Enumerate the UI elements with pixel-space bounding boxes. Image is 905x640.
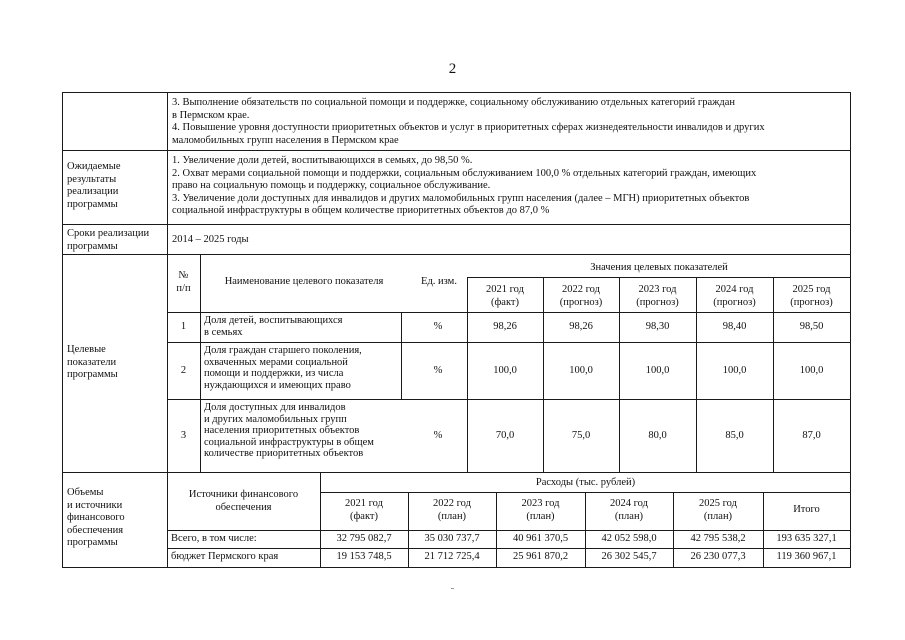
target-row-unit: % bbox=[433, 321, 443, 332]
finance-row-value: 193 635 327,1 bbox=[776, 533, 837, 544]
expected-results-text-line: социальной инфраструктуры в общем количестве приоритетных объектов до 87,0 % bbox=[172, 205, 550, 216]
target-row-name-line: охваченных мерами социальной bbox=[204, 356, 348, 368]
target-row-unit: % bbox=[433, 429, 443, 441]
table-bottom bbox=[62, 567, 851, 568]
target-row-value: 98,30 bbox=[645, 321, 670, 332]
target-row-value: 98,26 bbox=[493, 321, 517, 332]
target-values-title: Значения целевых показателей bbox=[590, 262, 728, 273]
table-top bbox=[62, 92, 851, 93]
finance-title: Расходы (тыс. рублей) bbox=[535, 477, 636, 488]
target-num-header: № bbox=[178, 270, 189, 281]
finance-year-header: 2022 год bbox=[433, 498, 471, 509]
target-year-header: (прогноз) bbox=[713, 296, 756, 308]
target-row-value: 98,50 bbox=[799, 321, 824, 332]
finance-row-source: бюджет Пермского края bbox=[171, 551, 279, 562]
terms-label: программы bbox=[67, 240, 118, 252]
target-row-rule bbox=[167, 342, 851, 343]
target-row-value: 87,0 bbox=[802, 429, 821, 441]
finance-label: и источники bbox=[67, 499, 123, 511]
targets-label: Целевые bbox=[67, 344, 106, 355]
target-name-col-divider bbox=[401, 312, 402, 399]
target-year-header: 2025 год bbox=[792, 284, 831, 295]
finance-year-header: 2023 год bbox=[521, 498, 560, 509]
tasks-text-line: 3. Выполнение обязательств по социальной помощи и поддержке, социальному обслуживанию отдельных категорий граждан bbox=[172, 97, 735, 108]
target-row-name-line: помощи и поддержки, из числа bbox=[204, 368, 344, 380]
finance-row-value: 26 302 545,7 bbox=[601, 551, 657, 562]
section-divider bbox=[62, 254, 851, 255]
target-header-rule bbox=[167, 312, 851, 313]
targets-label: показатели bbox=[67, 356, 117, 368]
table-right bbox=[850, 92, 851, 567]
table-left bbox=[62, 92, 63, 567]
finance-year-header: 2025 год bbox=[699, 498, 737, 509]
finance-row-value: 19 153 748,5 bbox=[336, 551, 392, 562]
expected-results-label: программы bbox=[67, 198, 118, 210]
target-row-value: 80,0 bbox=[648, 429, 667, 441]
target-row-num: 1 bbox=[180, 321, 187, 332]
finance-title-rule bbox=[320, 492, 851, 493]
section-divider bbox=[62, 150, 851, 151]
expected-results-text-line: 2. Охват мерами социальной помощи и поддержки, социальным обслуживанием 100,0 % отдельных категорий граждан, имеющих bbox=[172, 167, 757, 179]
target-row-num: 2 bbox=[180, 364, 187, 376]
tasks-text-line: маломобильных групп населения в Пермском крае bbox=[172, 134, 399, 146]
finance-row-value: 26 230 077,3 bbox=[690, 551, 746, 562]
finance-label: Объемы bbox=[67, 487, 104, 498]
target-row-name-line: в семьях bbox=[204, 326, 243, 338]
target-row-rule bbox=[167, 399, 851, 400]
target-year-header: 2023 год bbox=[638, 284, 677, 295]
target-row-value: 100,0 bbox=[645, 364, 670, 376]
target-row-value: 100,0 bbox=[569, 364, 593, 376]
finance-row-value: 42 052 598,0 bbox=[601, 533, 657, 544]
expected-results-label: результаты bbox=[67, 173, 117, 185]
target-row-value: 100,0 bbox=[799, 364, 824, 376]
finance-total-header: Итого bbox=[793, 504, 820, 515]
target-row-value: 70,0 bbox=[495, 429, 515, 441]
finance-row-value: 32 795 082,7 bbox=[336, 533, 392, 544]
targets-label: программы bbox=[67, 369, 118, 380]
target-row-value: 85,0 bbox=[725, 429, 744, 441]
finance-year-header: 2024 год bbox=[610, 498, 648, 509]
target-year-header: (факт) bbox=[490, 296, 519, 308]
target-unit-header: Ед. изм. bbox=[421, 276, 457, 287]
finance-row-value: 25 961 870,2 bbox=[512, 551, 569, 562]
page-fold-mark bbox=[0, 588, 905, 589]
target-row-name-line: социальной инфраструктуры в общем bbox=[204, 436, 374, 448]
target-row-name-line: количестве приоритетных объектов bbox=[204, 448, 364, 460]
target-year-header: (прогноз) bbox=[636, 296, 679, 308]
target-row-value: 75,0 bbox=[571, 429, 591, 441]
expected-results-text-line: 1. Увеличение доли детей, воспитывающихся в семьях, до 98,50 %. bbox=[172, 155, 473, 166]
target-row-value: 100,0 bbox=[493, 364, 517, 376]
passport-table bbox=[62, 92, 851, 567]
expected-results-label: Ожидаемые bbox=[67, 161, 121, 172]
target-row-name-line: и других маломобильных групп bbox=[204, 413, 347, 425]
finance-year-header: (факт) bbox=[349, 510, 378, 522]
target-num-header: п/п bbox=[176, 282, 191, 294]
finance-year-header: (план) bbox=[526, 510, 555, 522]
finance-label: обеспечения bbox=[67, 524, 124, 536]
target-year-header: 2021 год bbox=[486, 284, 524, 295]
target-row-name-line: Доля граждан старшего поколения, bbox=[204, 345, 362, 356]
finance-row-value: 119 360 967,1 bbox=[776, 551, 837, 562]
target-row-value: 98,26 bbox=[569, 321, 593, 332]
target-name-header: Наименование целевого показателя bbox=[224, 276, 384, 287]
finance-year-header: (план) bbox=[614, 510, 644, 522]
target-row-value: 100,0 bbox=[722, 364, 747, 376]
finance-row-rule bbox=[167, 548, 851, 549]
target-row-value: 98,40 bbox=[722, 321, 747, 332]
finance-year-header: 2021 год bbox=[345, 498, 383, 509]
finance-year-header: (план) bbox=[703, 510, 733, 522]
finance-year-header: (план) bbox=[437, 510, 467, 522]
expected-results-label: реализации bbox=[67, 186, 119, 197]
finance-row-value: 40 961 370,5 bbox=[512, 533, 569, 544]
target-row-name-line: населения приоритетных объектов bbox=[204, 425, 360, 437]
target-row-name-line: Доля детей, воспитывающихся bbox=[204, 315, 343, 326]
finance-source-header: обеспечения bbox=[215, 501, 272, 513]
terms-value: 2014 – 2025 годы bbox=[172, 234, 249, 245]
finance-row-value: 21 712 725,4 bbox=[424, 551, 480, 562]
expected-results-text-line: 3. Увеличение доли доступных для инвалидов и других маломобильных групп населения (далее – МГН) приоритетных объектов bbox=[172, 192, 750, 204]
tasks-text-line: в Пермском крае. bbox=[172, 109, 250, 121]
target-row-name-line: нуждающихся и имеющих право bbox=[204, 379, 351, 391]
target-row-unit: % bbox=[433, 364, 443, 376]
section-divider bbox=[62, 472, 851, 473]
page-number: 2 bbox=[448, 61, 457, 77]
finance-row-source: Всего, в том числе: bbox=[171, 533, 257, 544]
target-row-num: 3 bbox=[180, 429, 187, 441]
target-year-header: (прогноз) bbox=[790, 296, 833, 308]
target-year-header: (прогноз) bbox=[559, 296, 603, 308]
finance-source-header: Источники финансового bbox=[188, 489, 299, 500]
target-row-name-line: Доля доступных для инвалидов bbox=[204, 402, 346, 413]
finance-row-value: 35 030 737,7 bbox=[424, 533, 480, 544]
finance-label: программы bbox=[67, 537, 118, 548]
tasks-text-line: 4. Повышение уровня доступности приоритетных объектов и услуг в приоритетных сферах жизнедеятельности инвалидов и других bbox=[172, 122, 765, 133]
expected-results-text-line: право на социальную помощь и поддержку, социальное обслуживание. bbox=[172, 180, 491, 191]
target-year-header: 2024 год bbox=[715, 284, 754, 295]
terms-label: Сроки реализации bbox=[67, 228, 150, 239]
finance-label: финансового bbox=[67, 512, 125, 523]
target-values-title-rule bbox=[467, 277, 851, 278]
target-year-header: 2022 год bbox=[562, 284, 600, 295]
finance-header-rule bbox=[167, 530, 851, 531]
finance-row-value: 42 795 538,2 bbox=[690, 533, 746, 544]
section-divider bbox=[62, 224, 851, 225]
